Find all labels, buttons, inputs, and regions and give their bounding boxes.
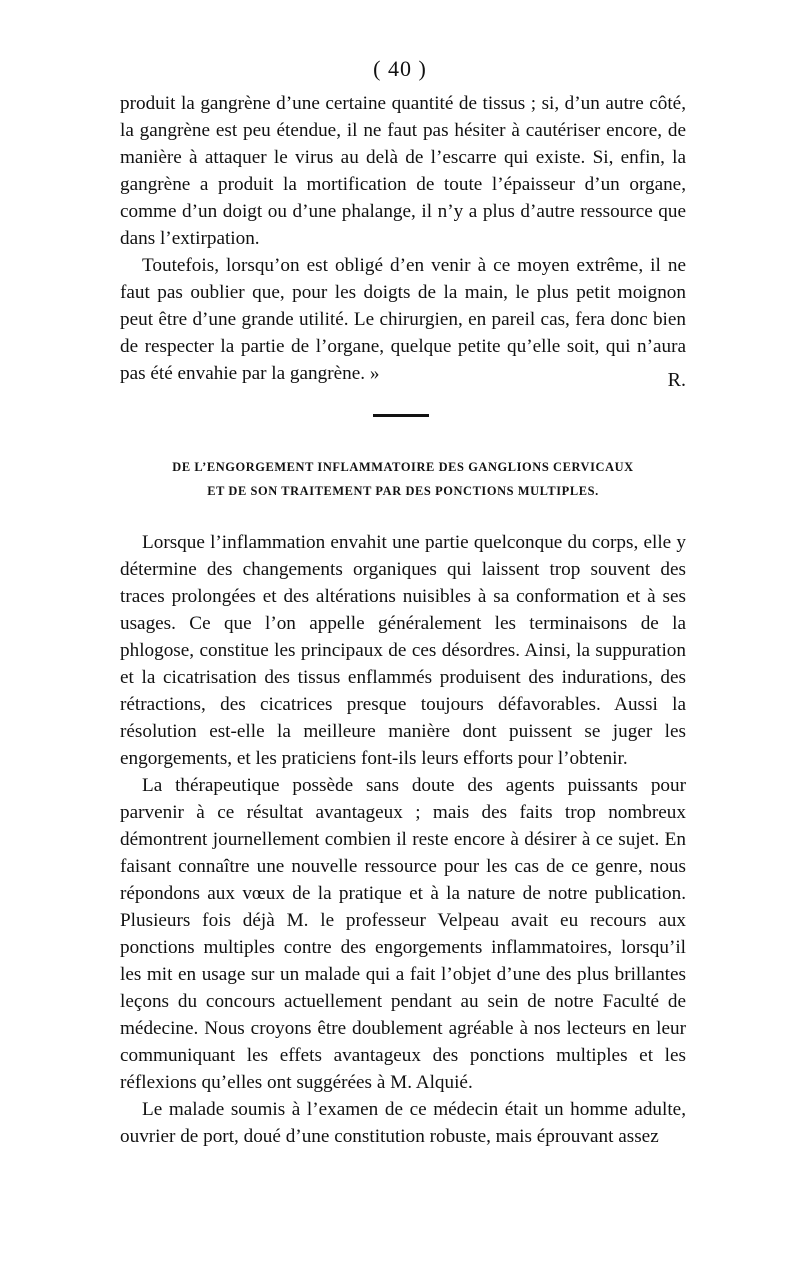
paragraph: La thérapeutique possède sans doute des agents puissants pour parvenir à ce résultat avantageux ; mais des faits trop nombreux démontrent journellement combien il reste encore à désirer à ce sujet. En faisant connaître une nouvelle ressource pour les cas de ce genre, nous répondons aux vœux de la pratique et à la nature de notre publication. Plusieurs fois déjà M. le professeur Velpeau avait eu recours aux ponctions multiples contre des engorgements inflammatoires, lorsqu’il les mit en usage sur un malade qui a fait l’objet d’une des plus brillantes leçons du concours actuellement pendant au sein de notre Faculté de médecine. Nous croyons être doublement agréable à nos lecteurs en leur communiquant les effets avantageux des ponctions multiples et les réflexions qu’elles ont suggérées à M. Alquié. xyxy=(120,775,686,1093)
text-block-main xyxy=(120,529,686,1150)
section-title-line: DE L’ENGORGEMENT INFLAMMATOIRE DES GANGLIONS CERVICAUX xyxy=(172,460,634,474)
text-block-top xyxy=(120,90,686,387)
paragraph: Lorsque l’inflammation envahit une partie quelconque du corps, elle y détermine des changements organiques qui laissent trop souvent des traces prolongées et des altérations nuisibles à sa conformation et à ses usages. Ce que l’on appelle généralement les terminaisons de la phlogose, constitue les principaux de ces désordres. Ainsi, la suppuration et la cicatrisation des tissus enflammés produisent des indurations, des rétractions, des cicatrices presque toujours défavorables. Aussi la résolution est-elle la meilleure manière dont puissent se juger les engorgements, et les praticiens font-ils leurs efforts pour l’obtenir. xyxy=(120,532,686,769)
section-title xyxy=(120,455,686,503)
paragraph: Toutefois, lorsqu’on est obligé d’en venir à ce moyen extrême, il ne faut pas oublier que, pour les doigts de la main, le plus petit moignon peut être d’une grande utilité. Le chirurgien, en pareil cas, fera donc bien de respecter la partie de l’organe, quelque petite qu’elle soit, qui n’aura pas été envahie par la gangrène. » xyxy=(120,255,686,384)
paragraph: Le malade soumis à l’examen de ce médecin était un homme adulte, ouvrier de port, doué d’une constitution robuste, mais éprouvant assez xyxy=(120,1099,686,1147)
paragraph: produit la gangrène d’une certaine quantité de tissus ; si, d’un autre côté, la gangrène est peu étendue, il ne faut pas hésiter à cautériser encore, de manière à attaquer le virus au delà de l’escarre qui existe. Si, enfin, la gangrène a produit la mortification de toute l’épaisseur d’un organe, comme d’un doigt ou d’une phalange, il n’y a plus d’autre ressource que dans l’extirpation. xyxy=(120,93,686,249)
signature: R. xyxy=(667,369,686,391)
section-divider xyxy=(373,414,429,417)
page-number: ( 40 ) xyxy=(373,56,427,81)
section-title-line: ET DE SON TRAITEMENT PAR DES PONCTIONS MULTIPLES. xyxy=(207,484,599,498)
